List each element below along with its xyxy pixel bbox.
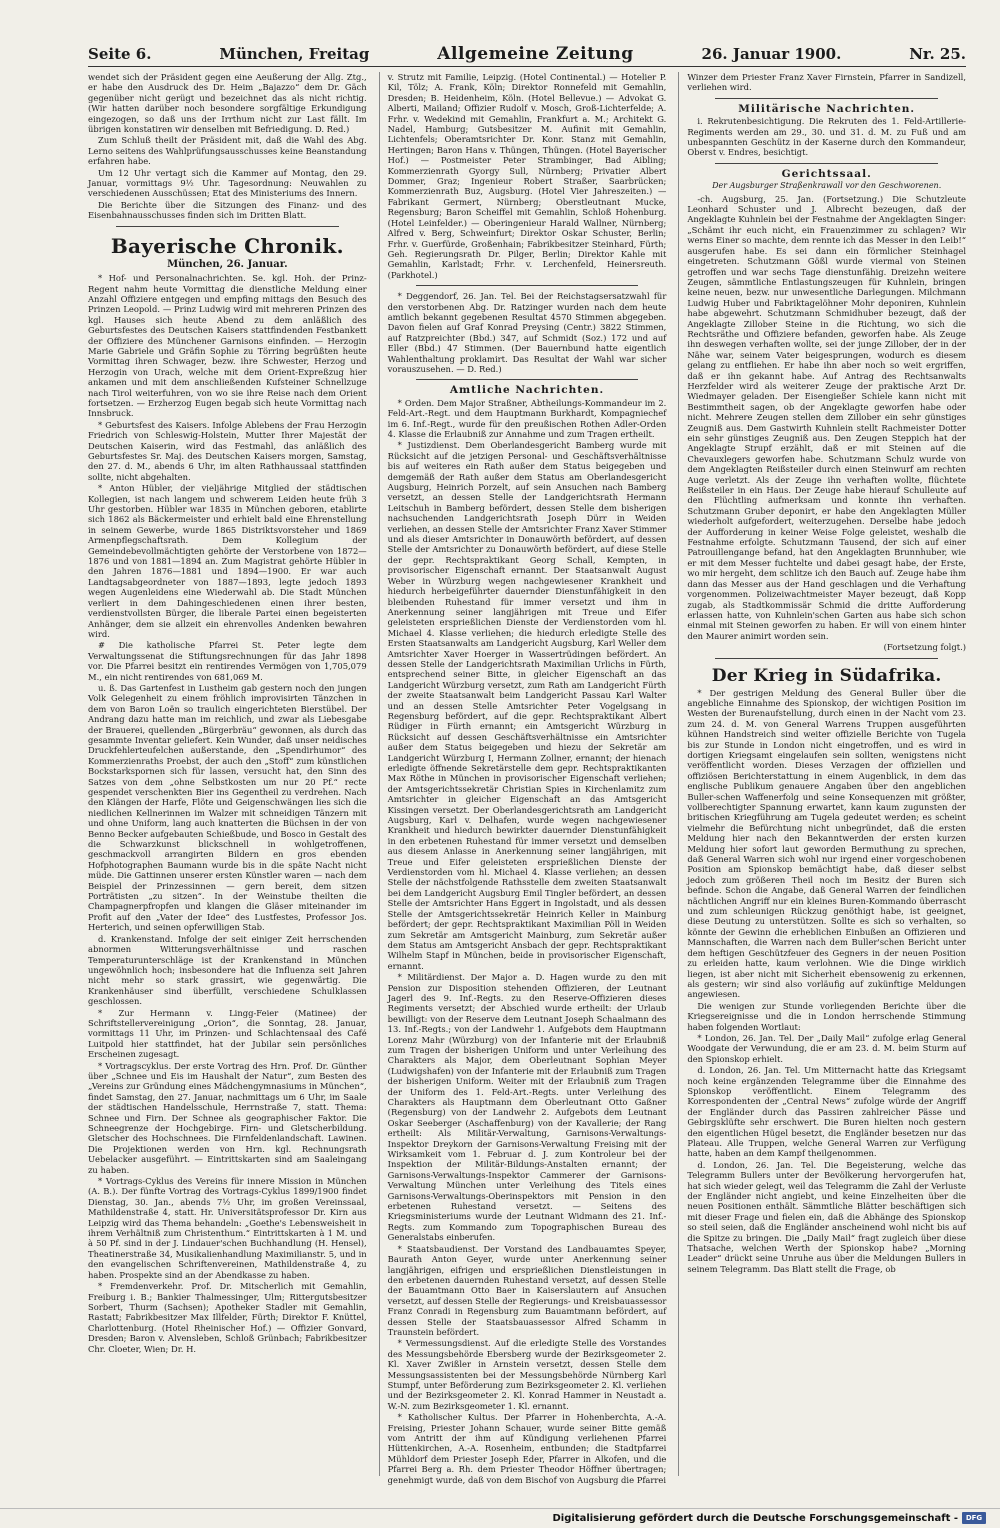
- paragraph: * Vortrags-Cyklus des Vereins für innere Mission in München (A. B.). Der fünfte Vortrag des Vortrags-Cyklus 1899/1900 findet Dienstag, 30. Jan., abends 7½ Uhr, im großen Vereinssaal, Mathildenstraße 4, statt. Hr. Universitätsprofessor Dr. Kirn aus Leipzig wird das Thema behandeln: „Goethe's Lebensweisheit in ihrem Verhältniß zum Christenthum.“ Eintrittskarten à 1 M. und à 50 Pf. sind in der J. Lindauer'schen Buchhandlung (H. Hensel), Theatinerstraße 34, Musikalienhandlung Maximilianstr. 5, und in den evangelischen Schriftenvereinen, Mathildenstraße 4, zu haben. Prospekte sind an der Abendkasse zu haben.: [88, 1176, 367, 1280]
- city-day: München, Freitag: [219, 45, 370, 63]
- paragraph: wendet sich der Präsident gegen eine Aeußerung der Allg. Ztg., er habe den Ausdruck des Dr. Heim „Bajazzo“ dem Dr. Gäch gegenüber nicht gerügt und bezeichnet das als nicht richtig. (Wir hatten darüber noch besondere sorgfältige Erkundigung eingezogen, so daß uns der Irrthum nicht zur Last fällt. Im übrigen konstatiren wir denselben mit Befriedigung. D. Red.): [88, 72, 367, 135]
- section-subhead: Amtliche Nachrichten.: [449, 384, 605, 397]
- continuation-note: (Fortsetzung folgt.): [883, 642, 967, 653]
- paragraph: * Militärdienst. Der Major a. D. Hagen wurde zu den mit Pension zur Disposition stehenden Offizieren, der Leutnant Jagerl des 9. Inf.-Regts. zu den Reserve-Offizieren dieses Regiments versetzt; der Abschied wurde ertheilt: der Urlaub bewilligt: von der Reserve dem Leutnant Joseph Schaalmann des 13. Inf.-Regts.; von der Landwehr 1. Aufgebots dem Hauptmann Lorenz Mahr (Würzburg) von der Infanterie mit der Erlaubniß zum Tragen der bisherigen Uniform und unter Verleihung des Charakters als Major, dem Oberleutnant Sophian Meyer (Ludwigshafen) von der Infanterie mit der Erlaubniß zum Tragen der bisherigen Uniform. Weiter mit der Erlaubniß zum Tragen der Uniform des 1. Feld-Art.-Regts. unter Verleihung des Charakters als Hauptmann dem Oberleutnant Otto Gaßner (Regensburg) von der Landwehr 2. Aufgebots dem Leutnant Oskar Seeberger (Aschaffenburg) von der Kavallerie; der Rang ertheilt: Als Militär-Verwaltung, Garnisons-Verwaltungs-Inspektor Dreykorn der Garnisons-Verwaltung Freising mit der Wirksamkeit vom 1. Februar d. J. zum Kontroleur bei der Inspektion der Militär-Bildungs-Anstalten ernannt; der Garnisons-Verwaltungs-Inspektor Cammerer der Garnisons-Verwaltung München unter Verleihung des Titels eines Garnisons-Verwaltungs-Oberinspektors mit Pension in den erbetenen Ruhestand versetzt. — Seitens des Kriegsministeriums wurde der Leutnant Widmann des 21. Inf.-Regts. zum Kommando zum Topographischen Bureau des Generalstabs einberufen.: [387, 972, 667, 1243]
- paragraph: * Vermessungsdienst. Auf die erledigte Stelle des Vorstandes des Messungsbehörde Ebersberg wurde der Bezirksgeometer 2. Kl. Xaver Zwißler in Arnstein versetzt, dessen Stelle dem Messungsassistenten bei der Messungsbehörde Nürnberg Karl Stumpf, unter Beförderung zum Bezirksgeometer 2. Kl. verliehen und der Bezirksgeometer 2. Kl. Konrad Hammer in Neustadt a. W.-N. zum Bezirksgeometer 1. Kl. ernannt.: [387, 1338, 667, 1411]
- section-title: Bayerische Chronik.: [110, 233, 344, 258]
- divider: [715, 163, 938, 164]
- column-2: [379, 72, 667, 1485]
- paragraph: v. Strutz mit Familie, Leipzig. (Hotel Continental.) — Hotelier P. Kil, Tölz; A. Frank, Köln; Direktor Ronnefeld mit Gemahlin, Dresden; B. Heidenheim, Köln. (Hotel Bellevue.) — Advokat G. Alberti, Mailand; Offizier Rudolf v. Mosch, Groß-Lichterfelde; A. Frhr. v. Wedekind mit Gemahlin, Frankfurt a. M.; Architekt G. Nadel, Hamburg; Gutsbesitzer M. Aufinit mit Gemahlin, Lichtenfels; Oberamtsrichter Dr. Konr. Stanz mit Gemahlin, Hertingen; Baron Hans v. Thüngen, Thüngen. (Hotel Bayerischer Hof.) — Postmeister Peter Strambinger, Bad Aibling; Kommerzienrath Gyorgy Sull, Nürnberg; Privatier Albert Dommer, Graz; Ingenieur Robert Straßer, Saarbrücken; Kommerzienrath Buz, Augsburg. (Hotel Vier Jahreszeiten.) — Fabrikant Germert, Nürnberg; Oberstleutnant Mucke, Regensburg; Baron Scheiffel mit Gemahlin, Schloß Hohenburg. (Hotel Leinfelder.) — Oberingenieur Harald Wallner, Nürnberg; Alfred v. Berg, Schweinfurt; Direktor Oskar Schuster, Berlin; Frhr. v. Guerfürde, Großenhain; Fabrikbesitzer Steinhard, Fürth; Geh. Regierungsrath Dr. Pilger, Berlin; Direktor Kahle mit Gemahlin, Karlstadt; Frhr. v. Lerchenfeld, Heinersreuth. (Parkhotel.): [387, 72, 667, 280]
- paragraph: u. ß. Das Gartenfest in Lustheim gab gestern noch den jungen Volk Gelegenheit zu einem fröhlich improvisirten Tänzchen in dem von Baron Loën so traulich eingerichteten Bierstübel. Der Andrang dazu hatte man im reichlich, und zwar als Liebesgabe der Brauerei, quellenden „Bürgerbräu“ gewonnen, als durch das gesammte Inventar geliefert. Kein Wunder, daß unser neidisches Druckfehlerteufelchen außerstande, den „Spendirhumor“ des Kommerzienraths Proebst, der auch den „Stoff“ zum künstlichen Bockstarkspornen sich für lassen, versucht hat, den Sinn des Satzes von dem „ohne Selbstkosten um nur 20 Pf.“ recte gespendet verschenkten Bier ins Gegentheil zu verdrehen. Nach den Klängen der Harfe, Flöte und Geigenschwängen lies sich die niedlichen Kellnerinnen im Walzer mit schneidigen Tänzern mit und ohne Uniform, lang auch knatterten die Büchsen in der von Benno Becker aufgebauten Schießbude, und Bosco in Gestalt des die Schwarzkunst blickschnell in wohlgetroffenen, geschmackvoll arrangirten Bildern en gros ebenden Hofphotographen Baumann wurde bis in die späte Nacht nicht müde. Die Gattinnen unserer ersten Künstler waren — nach dem Beispiel der Prinzessinnen — gern bereit, dem sitzen Porträtisten „zu sitzen“. In der Weinstube theilten die Champagnerpfropfen und klangen die Gläser miteinander im Profit auf den „Vater der Idee“ des Lustfestes, Professor Jos. Herterich, und seinen opferwilligen Stab.: [88, 682, 367, 933]
- column-1: [88, 72, 367, 1476]
- paragraph: * Fremdenverkehr. Prof. Dr. Mitscherlich mit Gemahlin, Freiburg i. B.; Bankier Thalmessinger, Ulm; Rittergutsbesitzer Sorbert, Thurm (Sachsen); Apotheker Stadler mit Gemahlin, Rastatt; Fabrikbesitzer Max Illfelder, Fürth; Direktor F. Knüttel, Charlottenburg. (Hotel Rheinischer Hof.) — Offizier Gonvard, Dresden; Baron v. Alvensleben, Schloß Grünbach; Fabrikbesitzer Chr. Cloeter, Wien; Dr. H.: [88, 1281, 367, 1354]
- section-title: Der Krieg in Südafrika.: [711, 665, 942, 686]
- page-number: Seite 6.: [88, 45, 152, 63]
- divider: [715, 658, 938, 659]
- paragraph: * Orden. Dem Major Straßner, Abtheilungs-Kommandeur im 2. Feld-Art.-Regt. und dem Hauptmann Burkhardt, Kompagniechef im 6. Inf.-Regt., wurde für den preußischen Rothen Adler-Orden 4. Klasse die Erlaubniß zur Annahme und zum Tragen ertheilt.: [387, 397, 667, 439]
- paragraph: Um 12 Uhr vertagt sich die Kammer auf Montag, den 29. Januar, vormittags 9½ Uhr. Tagesordnung: Neuwahlen zu verschiedenen Ausschüssen; Etat des Ministeriums des Innern.: [88, 167, 367, 199]
- paragraph: * Zur Hermann v. Lingg-Feier (Matinee) der Schriftstellervereinigung „Orion“, die Sonntag, 28. Januar, vormittags 11 Uhr, im Prinzen- und Schlachtensaal des Café Luitpold hier stattfindet, hat der Jubilar sein persönliches Erscheinen zugesagt.: [88, 1007, 367, 1060]
- paragraph: * Hof- und Personalnachrichten. Se. kgl. Hoh. der Prinz-Regent nahm heute Vormittag die dienstliche Meldung einer Anzahl Offiziere entgegen und empfing mittags den Besuch des Prinzen Leopold. — Prinz Ludwig wird mit mehreren Prinzen des kgl. Hauses sich heute Abend zu dem anläßlich des Geburtsfestes des Deutschen Kaisers stattfindenden Festbankett der Offiziere des Münchener Garnisons einfinden. — Herzogin Marie Gabriele und Gräfin Sophie zu Törring begrüßten heute Vormittag ihren Schwager, bezw. ihre Schwester, Herzog und Herzogin von Urach, welche mit dem Orient-Expreßzug hier ankamen und mit dem anschließenden Kufsteiner Schnellzuge nach Tirol weiterfuhren, von wo sie ihre Reise nach dem Orient fortsetzen. — Erzherzog Eugen begab sich heute Vormittag nach Innsbruck.: [88, 273, 367, 419]
- article-columns: [88, 72, 967, 1485]
- section-subtitle: Der Augsburger Straßenkrawall vor den Geschworenen.: [712, 181, 942, 191]
- header-divider: [88, 66, 966, 67]
- divider: [715, 98, 938, 99]
- dfg-logo-text: DFG: [965, 1514, 983, 1522]
- dfg-logo-icon: [962, 1512, 986, 1524]
- paragraph: -ch. Augsburg, 25. Jan. (Fortsetzung.) Die Schutzleute Leonhard Schuster und J. Albrecht bezeugen, daß der Angeklagte Kuhnlein bei der Festnahme der Angeklagten Singer: „Schämt ihr euch nicht, ein Frauenzimmer zu schlagen? Wir werns Einer so machte, dem rennte ich das Messer in den Leib!“ ausgerufen habe. Es sei dann ein förmlicher Steinhagel eingetreten. Schutzmann Gößl wurde viermal von Steinen getroffen und war sechs Tage dienstunfähig. Dreizehn weitere Zeugen, sämmtliche Entlastungszeugen für Kuhnlein, bringen keine neuen, bezw. nur unwesentliche Darlegungen. Milchmann Ludwig Huber und Fabriktagelöhner Mohr deponiren, Kuhnlein habe abgewehrt. Schutzmann Schmidhuber bezeugt, daß der Angeklagte Zillober Steine in die Richtung, wo sich die Rechtsräthe und Offiziere befanden, geworfen habe. Als Zeuge ihn deswegen verhaften wollte, sei der junge Zillober, der in der Nähe war, seinem Vater beigesprungen, wodurch es diesem gelang zu entfliehen. Er habe ihn aber noch so weit ergriffen, daß er ihn gekannt habe. Auf Antrag des Rechtsanwalts Herzfelder wird als weiterer Zeuge der praktische Arzt Dr. Wiedmayer geladen. Der Eisengießer Schiele kann nicht mit Bestimmtheit sagen, ob der Angeklagte geworfen habe oder nicht. Mehrere Zeugen stellen dem Zillober ein sehr günstiges Zeugniß aus. Dem Gastwirth Kuhnlein stellt Rachmeister Dotter ein sehr günstiges Zeugniß aus. Den Zeugen Steppich hat der Angeklagte Strupf erzählt, daß er mit Steinen auf die Chevauxlegers geworfen habe. Schutzmann Schulz wurde von dem Angeklagten Reißsteiler durch einen Steinwurf am rechten Auge verletzt. Als der Zeuge ihn verhaften wollte, flüchtete Reißsteiler in ein Haus. Der Zeuge habe hierauf Schulleute auf den Flüchtling aufmerksam und konnte ihn verhaften. Schutzmann Gruber deponirt, er habe den Angeklagten Müller wiederholt aufgefordert, weiterzugehen. Derselbe habe jedoch der Aufforderung in keiner Weise Folge geleistet, weshalb die Festnahme erfolgte. Schutzmann Tausend, der sich auf einer Patrouillengange befand, hat den Angeklagten Brunnhuber, wie er mit dem Messer fuchtelte und dabei gesagt habe, der Erste, wo mir hergeht, dem schlitze ich den Bauch auf. Zeuge habe ihm dann das Messer aus der Hand geschlagen und die Verhaftung vorgenommen. Polizeiwachtmeister Mayer bezeugt, daß Kopp zugab, als Stadtkommissär Schmid die dritte Aufforderung erlassen hatte, von Kuhnlein'schen Garten aus habe sich schon einmal mit Steinen geworfen zu haben. Er will von einem hinter den Maurer animirt worden sein.: [687, 193, 967, 641]
- section-subhead: Militärische Nachrichten.: [738, 102, 916, 115]
- divider: [416, 379, 639, 380]
- newspaper-title: Allgemeine Zeitung: [437, 44, 634, 64]
- paragraph: d. London, 26. Jan. Tel. Um Mitternacht hatte das Kriegsamt noch keine ergänzenden Telegramme über die Einnahme des Spionskop veröffentlicht. Einem Telegramm des Korrespondenten der „Central News“ zufolge würde der Angriff der Engländer durch das Passiren zahlreicher Pässe und Gebirgsklüfte sehr erschwert. Die Buren hielten noch gestern den eigentlichen Hügel besetzt, die Engländer besetzen nur das Plateau. Alle Truppen, welche General Warren zur Verfügung hatte, haben an dem Kampf theilgenommen.: [687, 1065, 967, 1159]
- paragraph: * Vortragscyklus. Der erste Vortrag des Hrn. Prof. Dr. Günther über „Schnee und Eis im Haushalt der Natur“, zum Besten des „Vereins zur Gründung eines Mädchengymnasiums in München“, findet Samstag, den 27. Januar, nachmittags um 6 Uhr, im Saale der städtischen Handelsschule, Herrnstraße 7, statt. Thema: Schnee und Firn. Der Schnee als geographischer Faktor. Die Schneegrenze der Hochgebirge. Firn- und Gletscherbildung. Gletscher des Hochschnees. Die Firnfeldenlandschaft. Lawinen. Die Projektionen werden von Hrn. kgl. Rechnungsrath Uebelacker ausgeführt. — Eintrittskarten sind am Saaleingang zu haben.: [88, 1060, 367, 1175]
- paragraph: d. Krankenstand. Infolge der seit einiger Zeit herrschenden abnormen Witterungsverhältnisse und raschen Temperaturunterschläge ist der Krankenstand in München ungewöhnlich hoch; insbesondere hat die Influenza seit Jahren nicht mehr so stark grassirt, wie gegenwärtig. Die Krankenhäuser sind überfüllt, verschiedene Schulklassen geschlossen.: [88, 933, 367, 1007]
- paragraph: d. London, 26. Jan. Tel. Die Begeisterung, welche das Telegramm Bullers unter der Bevölkerung hervorgerufen hat, hat sich wieder gelegt, weil das Telegramm die Zahl der Verluste der Engländer nicht angiebt, und keine Einzelheiten über die neuen Positionen enthält. Sämmtliche Blätter beschäftigen sich mit dieser Frage und fielen ein, daß die Abhänge des Spionskop so steil seien, daß die Engländer anscheinend wohl nicht bis auf die Spitze zu bringen. Die „Daily Mail“ fragt zugleich über diese Thatsache, welchen Werth der Spionskop habe? „Morning Leader“ drückt seine Unruhe aus über die Meldungen Bullers in seinem Telegramm. Das Blatt stellt die Frage, ob: [687, 1159, 967, 1274]
- issue-date: 26. Januar 1900.: [701, 45, 842, 63]
- dateline: München, 26. Januar.: [167, 258, 288, 270]
- paragraph: * Anton Hübler, der vieljährige Mitglied der städtischen Kollegien, ist nach langem und schwerem Leiden heute früh 3 Uhr gestorben. Hübler war 1835 in München geboren, etablirte sich 1862 als Bäckermeister und erhielt bald eine Ehrenstellung in seinem Gewerbe, wurde 1865 Distriktsvorsteher und 1869 Armenpflegschaftsrath. Dem Kollegium der Gemeindebevollmächtigten gehörte der Verstorbene von 1872—1876 und von 1881—1894 an. Zum Magistrat gehörte Hübler in den Jahren 1876—1881 und 1894—1900. Er war auch Landtagsabgeordneter von 1887—1893, legte jedoch 1893 wegen Augenleidens eine Wiederwahl ab. Die Stadt München verliert in dem Dahingeschiedenen einen ihrer besten, verdienstvollsten Bürger, die liberale Partei einen begeisterten Anhänger, dem sie allzeit ein ehrenvolles Andenken bewahren wird.: [88, 483, 367, 639]
- paragraph: * Justizdienst. Dem Oberlandesgericht Bamberg wurde mit Rücksicht auf die jetzigen Personal- und Geschäftsverhältnisse bis auf weiteres ein Rath außer dem Status beigegeben und demgemäß der Rath außer dem Status am Oberlandesgericht Augsburg, Heinrich Porzelt, auf sein Ansuchen nach Bamberg versetzt, an dessen Stelle der Landgerichtsrath Hermann Leitschuh in Bamberg befördert, dessen Stelle dem bisherigen nachsuchenden Landgerichtsrath Joseph Dürr in Weiden verliehen, an dessen Stelle der Amtsrichter Franz Xaver Stimmer und als dieser Amtsrichter in Donauwörth befördert, auf dessen Stelle der Amtsrichter zu Donauwörth befördert, auf diese Stelle der gepr. Rechtspraktikant Georg Schall, Kempten, in provisorischer Eigenschaft ernannt. Der Staatsanwalt August Weber in Würzburg wegen nachgewiesener Krankheit und hiedurch herbeigeführter dauernder Dienstunfähigkeit in den bleibenden Ruhestand für immer versetzt und ihm in Anerkennung seiner langjährigen mit Treue und Eifer geleisteten ersprießlichen Dienste der Verdienstorden vom hl. Michael 4. Klasse verliehen; die hiedurch erledigte Stelle des Ersten Staatsanwalts am Landgericht Augsburg, Karl Weller dem Amtsrichter Xaver Hoerger in Wassertrüdingen befördert. An dessen Stelle der Landgerichtsrath Maximilian Urlichs in Fürth, entsprechend seiner Bitte, in gleicher Eigenschaft an das Landgericht Würzburg versetzt, zum Rath am Landgericht Fürth der zweite Staatsanwalt beim Landgericht Passau Karl Walter und an dessen Stelle Amtsrichter Peter Vogelgsang in Regensburg befördert, auf die gepr. Rechtspraktikant Albert Rüdiger in Fürth ernannt; ein Amtsgericht Würzburg in Rücksicht auf dessen Geschäftsverhältnisse ein Amtsrichter außer dem Status beigegeben und hiezu der Sekretär am Landgericht Würzburg I, Hermann Zollner, ernannt; der hienach erledigte öffnende Sekretärstelle dem gepr. Rechtspraktikanten Max Röthe in München in provisorischer Eigenschaft verliehen; der Amtsgerichtssekretär Christian Spies in Kirchenlamitz zum Amtsrichter in gleicher Eigenschaft an das Amtsgericht Kissingen versetzt. Der Oberlandesgerichtsrath am Landgericht Augsburg, Karl v. Delhafen, wurde wegen nachgewiesener Krankheit und hiedurch bewirkter dauernder Dienstunfähigkeit in den erbetenen Ruhestand für immer versetzt und demselben aus diesem Anlasse in Anerkennung seiner langjährigen, mit Treue und Eifer geleisteten ersprießlichen Dienste der Verdienstorden vom hl. Michael 4. Klasse verliehen; an dessen Stelle der nächstfolgende Rathsstelle dem zweiten Staatsanwalt bei dem Landgericht Augsburg Emil Tingler befördert, an dessen Stelle der Amtsrichter Hans Eggert in Ingolstadt, und als dessen Stelle der Amtsgerichtssekretär Heinrich Keller in Mainburg befördert; der gepr. Rechtspraktikant Maximilian Pöll in Weiden zum Sekretär am Amtsgericht Mainburg, zum Sekretär außer dem Status am Amtsgericht Ansbach der gepr. Rechtspraktikant Wilhelm Stapf in München, beide in provisorischer Eigenschaft, ernannt.: [387, 440, 667, 971]
- issue-number: Nr. 25.: [909, 45, 966, 63]
- divider: [416, 285, 639, 286]
- divider: [116, 226, 339, 227]
- footer-credit: [552, 1511, 986, 1525]
- paragraph: Winzer dem Priester Franz Xaver Firnstein, Pfarrer in Sandizell, verliehen wird.: [687, 72, 967, 93]
- paragraph: Die wenigen zur Stunde vorliegenden Berichte über die Kriegsereignisse und die in London herrschende Stimmung haben folgenden Wortlaut:: [687, 1000, 967, 1032]
- paragraph: # Die katholische Pfarrei St. Peter legte dem Verwaltungssenat die Stiftungsrechnungen für das Jahr 1898 vor. Die Pfarrei besitzt ein rentirendes Vermögen von 1,705,079 M., ein nicht rentirendes von 681,069 M.: [88, 640, 367, 682]
- paragraph: * London, 26. Jan. Tel. Der „Daily Mail“ zufolge erlag General Woodgate der Verwundung, die er am 23. d. M. beim Sturm auf den Spionskop erhielt.: [687, 1032, 967, 1064]
- paragraph: * Katholischer Kultus. Der Pfarrer in Hohenberchta, A.-A. Freising, Priester Johann Schauer, wurde seiner Bitte gemäß vom Antritt der ihm auf Kündigung verliehenen Pfarrei Hüttenkirchen, A.-A. Rosenheim, entbunden; die Stadtpfarrei Mühldorf dem Priester Joseph Eder, Pfarrer in Alkofen, und die Pfarrei Berg a. Rh. dem Priester Theodor Höffner übertragen; genehmigt wurde, daß von dem Bischof von Augsburg die Pfarrei: [387, 1412, 667, 1485]
- paragraph: * Deggendorf, 26. Jan. Tel. Bei der Reichstagsersatzwahl für den verstorbenen Abg. Dr. Ratzinger wurden nach dem heute amtlich bekannt gegebenen Resultat 4570 Stimmen abgegeben. Davon fielen auf Graf Konrad Preysing (Centr.) 3822 Stimmen, auf Ratzpreichter (Bbd.) 347, auf Schmidt (Soz.) 172 und auf Eller (Bbd.) 47 Stimmen. (Der Bauernbund hatte eigentlich Wahlenthaltung proklamirt. Das Resultat der Wahl war sicher vorauszusehen. — D. Red.): [387, 291, 667, 374]
- column-3: [678, 72, 966, 1476]
- footer-text: Digitalisierung gefördert durch die Deutsche Forschungsgemeinschaft -: [552, 1512, 958, 1524]
- paragraph: * Der gestrigen Meldung des General Buller über die angebliche Einnahme des Spionskop, der wichtigen Position im Westen der Burenaufstellung, durch einen in der Nacht vom 23. zum 24. d. M. von General Warrens Truppen ausgeführten kühnen Handstreich sind weiter offizielle Berichte von Tugela bis zur Stunde in London nicht eingetroffen, und es wird in dortigen Kriegsamt eingelaufen sein sollten, wenigstens nicht veröffentlicht worden. Dieses Verzagen der offiziellen und offiziösen Berichterstattung in einem Augenblick, in dem das englische Publikum genauere Angaben über den angeblichen Buller-schen Waffenerfolg und seine Konsequenzen mit größter, vollberechtigter Spannung erwartet, kann kaum zugunsten der britischen Kriegführung am Tugela gedeutet werden; es scheint vielmehr die Befürchtung nicht unbegründet, daß die ersten Meldung hier nach den Bekanntwerden der ersten kurzen Meldung hier sofort laut geworden Bermuthung zu sprechen, daß General Warren sich wohl nur irgend einer vorgeschobenen Position am Spionskop bemächtigt habe, daß dieser selbst jedoch zum größeren Theil noch im Besitz der Buren sich befinde. Schon die Angabe, daß General Warren der feindlichen nächtlichen Angriff nur ein kleines Buren-Kommando überrascht und zum schleunigen Rückzug genöthigt habe, ist geeignet, diese Deutung zu unterstützen. Sollte es sich so verhalten, so könnte der Gewinn die erheblichen Einbußen an Offizieren und Mannschaften, die Warren nach dem Buller'schen Bericht unter dem heftigen Geschützfeuer des Gegners in der neuen Position zu erleiden hatte, kaum verlohnen. Wie die Dinge wirklich liegen, ist aber nicht mit Sicherheit ebensowenig zu erkennen, als gestern; wir sind also vorläufig auf zukünftige Meldungen angewiesen.: [687, 687, 967, 1000]
- footer-divider: [0, 1508, 1000, 1509]
- paragraph: Zum Schluß theilt der Präsident mit, daß die Wahl des Abg. Lerno seitens des Wahlprüfungsausschusses keine Beanstandung erfahren habe.: [88, 135, 367, 167]
- page-header: [88, 42, 966, 66]
- paragraph: Die Berichte über die Sitzungen des Finanz- und des Eisenbahnausschusses finden sich im Dritten Blatt.: [88, 199, 367, 221]
- paragraph: i. Rekrutenbesichtigung. Die Rekruten des 1. Feld-Artillerie-Regiments werden am 29., 30. und 31. d. M. zu Fuß und am unbespannten Geschütz in der Kaserne durch den Kommandeur, Oberst v. Endres, besichtigt.: [687, 116, 967, 158]
- paragraph: * Geburtsfest des Kaisers. Infolge Ablebens der Frau Herzogin Friedrich von Schleswig-Holstein, Mutter Ihrer Majestät der Deutschen Kaiserin, wird das Festmahl, das anläßlich des Geburtsfestes Sr. Maj. des Deutschen Kaisers morgen, Samstag, den 27. d. M., abends 6 Uhr, im alten Rathhaussaal stattfinden sollte, nicht abgehalten.: [88, 419, 367, 482]
- section-subhead: Gerichtssaal.: [781, 167, 872, 180]
- paragraph: * Staatsbaudienst. Der Vorstand des Landbauamtes Speyer, Baurath Anton Geyer, wurde unter Anerkennung seiner langjährigen, eifrigen und ersprießlichen Dienstleistungen in den erbetenen dauernden Ruhestand versetzt, auf dessen Stelle der Bauamtmann Otto Baer in Kaiserslautern auf Ansuchen versetzt, auf dessen Stelle der Regierungs- und Kreisbauassessor Franz Conradi in Regensburg zum Bauamtmann befördert, auf dessen Stelle der Staatsbauassessor Alfred Schamm in Traunstein befördert.: [387, 1243, 667, 1337]
